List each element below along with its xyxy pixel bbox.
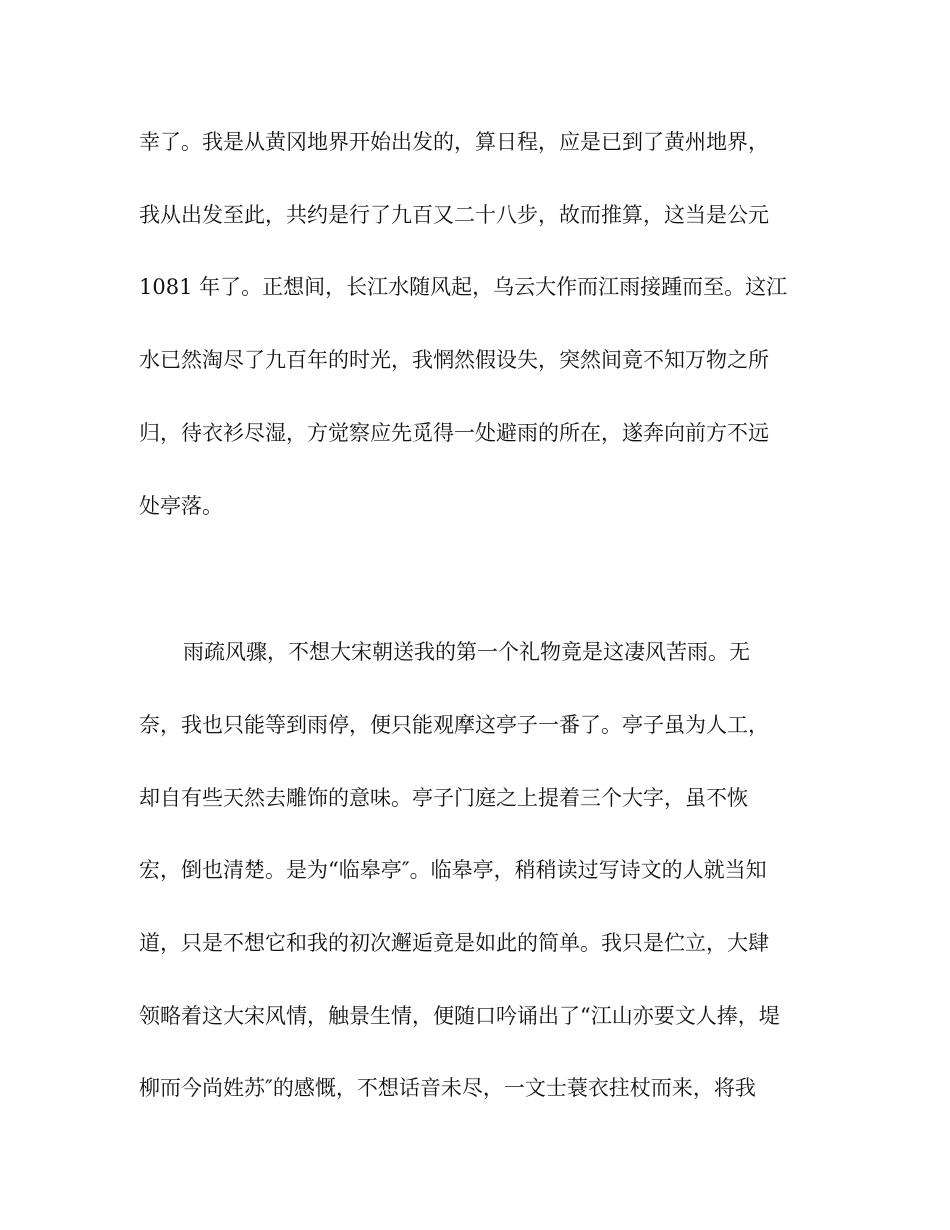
paragraph-1-line-3: 1081 年了。正想间，长江水随风起，乌云大作而江雨接踵而至。这江 (139, 275, 788, 299)
paragraph-1-line-2: 我从出发至此，共约是行了九百又二十八步，故而推算，这当是公元 (139, 203, 769, 227)
paragraph-1-line-6: 处亭落。 (139, 494, 223, 518)
paragraph-2-line-7: 柳而今尚姓苏″的感慨，不想话音未尽，一文士蓑衣拄杖而来，将我 (139, 1076, 756, 1100)
paragraph-1-line-5: 归，待衣衫尽湿，方觉察应先觅得一处避雨的所在，遂奔向前方不远 (139, 421, 769, 445)
paragraph-2-line-4: 宏，倒也清楚。是为“临皋亭″。临皋亭，稍稍读过写诗文的人就当知 (139, 858, 767, 882)
paragraph-1-line-4: 水已然淘尽了九百年的时光，我惘然假设失，突然间竟不知万物之所 (139, 348, 769, 372)
paragraph-1-line-1: 幸了。我是从黄冈地界开始出发的，算日程，应是已到了黄州地界， (139, 130, 769, 154)
paragraph-2-line-5: 道，只是不想它和我的初次邂逅竟是如此的简单。我只是伫立，大肆 (139, 931, 769, 955)
paragraph-2-line-2: 奈，我也只能等到雨停，便只能观摩这亭子一番了。亭子虽为人工， (139, 713, 769, 737)
paragraph-2-line-1: 雨疏风骤，不想大宋朝送我的第一个礼物竟是这凄风苦雨。无 (183, 640, 750, 664)
paragraph-2-line-6: 领略着这大宋风情，触景生情，便随口吟诵出了“江山亦要文人捧，堤 (139, 1004, 780, 1028)
paragraph-2-line-3: 却自有些天然去雕饰的意味。亭子门庭之上提着三个大字，虽不恢 (139, 786, 748, 810)
